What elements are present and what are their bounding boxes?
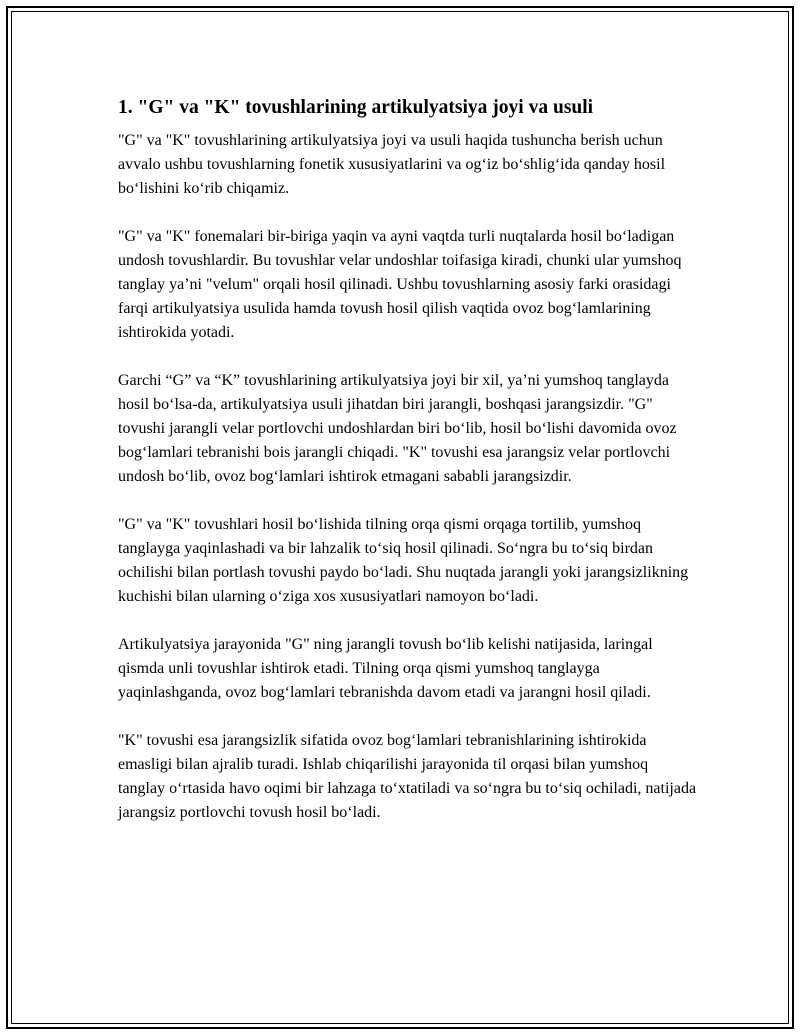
- paragraph-3: Garchi “G” va “K” tovushlarining artikulyatsiya joyi bir xil, ya’ni yumshoq tanglayda hosil bo‘lsa-da, artikulyatsiya usuli jihatdan biri jarangli, boshqasi jarangsizdir. "G" tovushi jarangli velar portlovchi undoshlardan biri bo‘lib, hosil bo‘lishi davomida ovoz bog‘lamlari tebranishi bois jarangli chiqadi. "K" tovushi esa jarangsiz velar portlovchi undosh bo‘lib, ovoz bog‘lamlari ishtirok etmagani sababli jarangsizdir.: [118, 372, 677, 485]
- section-heading: 1. "G" va "K" tovushlarining artikulyatsiya joyi va usuli: [118, 97, 594, 118]
- paragraph-5: Artikulyatsiya jarayonida "G" ning jarangli tovush bo‘lib kelishi natijasida, laringal qismda unli tovushlar ishtirok etadi. Tilning orqa qismi yumshoq tanglayga yaqinlashganda, ovoz bog‘lamlari tebranishda davom etadi va jarangni hosil qiladi.: [118, 636, 653, 701]
- paragraph-6: "K" tovushi esa jarangsizlik sifatida ovoz bog‘lamlari tebranishlarining ishtirokida emasligi bilan ajralib turadi. Ishlab chiqarilishi jarayonida til orqasi bilan yumshoq tanglay o‘rtasida havo oqimi bir lahzaga to‘xtatiladi va so‘ngra bu to‘siq ochiladi, natijada jarangsiz portlovchi tovush hosil bo‘ladi.: [118, 732, 697, 821]
- document-body: [118, 95, 698, 849]
- paragraph-2: "G" va "K" fonemalari bir-biriga yaqin va ayni vaqtda turli nuqtalarda hosil bo‘ladigan undosh tovushlardir. Bu tovushlar velar undoshlar toifasiga kiradi, chunki ular yumshoq tanglay ya’ni "velum" orqali hosil qilinadi. Ushbu tovushlarning asosiy farki orasidagi farqi artikulyatsiya usulida hamda tovush hosil qilish vaqtida ovoz bog‘lamlarining ishtirokida yotadi.: [118, 228, 682, 341]
- paragraph-1: "G" va "K" tovushlarining artikulyatsiya joyi va usuli haqida tushuncha berish uchun avvalo ushbu tovushlarning fonetik xususiyatlarini va og‘iz bo‘shlig‘ida qanday hosil bo‘lishini ko‘rib chiqamiz.: [118, 132, 666, 197]
- paragraph-4: "G" va "K" tovushlari hosil bo‘lishida tilning orqa qismi orqaga tortilib, yumshoq tanglayga yaqinlashadi va bir lahzalik to‘siq hosil qilinadi. So‘ngra bu to‘siq birdan ochilishi bilan portlash tovushi paydo bo‘ladi. Shu nuqtada jarangli yoki jarangsizlikning kuchishi bilan ularning o‘ziga xos xususiyatlari namoyon bo‘ladi.: [118, 516, 689, 605]
